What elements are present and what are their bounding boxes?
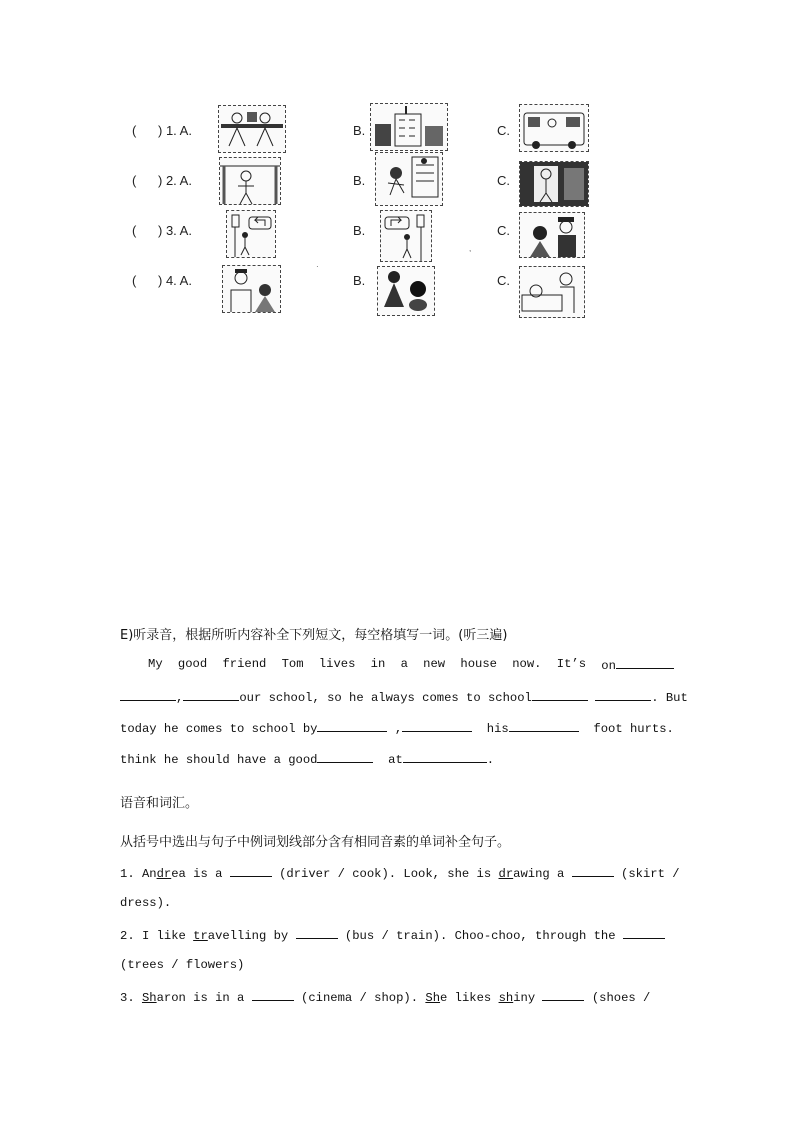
scan-speck: · [316, 262, 319, 271]
q1-picture-c [519, 104, 589, 152]
answer-blank-q2b[interactable] [623, 927, 665, 939]
passage-word: new [423, 657, 446, 671]
q4-option-c-label: C. [497, 273, 510, 288]
vocab-question-2-cont: (trees / flowers) [120, 958, 245, 972]
question-4-label: ( ) 4. A. [132, 273, 192, 288]
q3-option-c-label: C. [497, 223, 510, 238]
vocab-question-1: 1. Andrea is a (driver / cook). Look, she is drawing a (skirt / [120, 867, 680, 881]
question-3-label: ( ) 3. A. [132, 223, 192, 238]
q2-picture-a [219, 157, 281, 205]
passage-word: a [400, 657, 408, 671]
passage-line-4: think he should have a good at . [120, 753, 495, 767]
q4-picture-b [377, 266, 435, 316]
q3-picture-b [380, 210, 432, 262]
passage-line-2: , our school, so he always comes to school . But [120, 689, 688, 705]
q3-picture-c [519, 212, 585, 258]
passage-word: house [460, 657, 497, 671]
passage-word: It’s [556, 657, 587, 671]
passage-word: in [370, 657, 386, 671]
q3-picture-a [226, 210, 276, 258]
answer-blank-7[interactable] [402, 720, 472, 732]
section-e-heading: E)听录音，根据所听内容补全下列短文，每空格填写一词。(听三遍) [120, 628, 508, 643]
answer-blank-q2a[interactable] [296, 927, 338, 939]
passage-word: My [148, 657, 163, 671]
example-underline: tr [193, 929, 208, 943]
answer-blank-1[interactable] [616, 657, 674, 669]
answer-blank-3[interactable] [183, 689, 239, 701]
vocab-question-1-cont: dress). [120, 896, 172, 910]
answer-blank-4[interactable] [532, 689, 588, 701]
answer-blank-10[interactable] [403, 751, 487, 763]
answer-blank-q3a[interactable] [252, 989, 294, 1001]
answer-blank-9[interactable] [317, 751, 373, 763]
passage-word: lives [318, 657, 356, 671]
q3-option-b-label: B. [353, 223, 366, 238]
q4-option-b-label: B. [353, 273, 366, 288]
example-underline: dr [498, 867, 514, 881]
passage-word-with-blank: on [601, 657, 674, 673]
scan-speck: , [469, 244, 472, 253]
q2-option-b-label: B. [353, 173, 366, 188]
question-2-label: ( ) 2. A. [132, 173, 192, 188]
q1-picture-b [370, 103, 448, 151]
passage-line-1 [148, 657, 674, 673]
vocab-instruction: 从括号中选出与句子中例词划线部分含有相同音素的单词补全句子。 [120, 835, 511, 850]
answer-blank-8[interactable] [509, 720, 579, 732]
passage-word: friend [222, 657, 267, 671]
q4-picture-c [519, 266, 585, 318]
answer-blank-q1a[interactable] [230, 865, 272, 877]
vocab-heading: 语音和词汇。 [120, 796, 199, 811]
passage-line-3: today he comes to school by , his foot hurts. [120, 722, 674, 736]
answer-blank-q3b[interactable] [542, 989, 584, 1001]
q2-picture-c [519, 161, 589, 207]
answer-blank-2[interactable] [120, 689, 176, 701]
vocab-question-3: 3. Sharon is in a (cinema / shop). She likes shiny (shoes / [120, 991, 651, 1005]
example-underline: sh [498, 991, 514, 1005]
answer-blank-6[interactable] [317, 720, 387, 732]
example-underline: Sh [141, 991, 157, 1005]
q2-picture-b [375, 152, 443, 206]
example-underline: Sh [425, 991, 441, 1005]
example-underline: dr [156, 867, 172, 881]
q1-option-b-label: B. [353, 123, 366, 138]
answer-blank-q1b[interactable] [572, 865, 614, 877]
q2-option-c-label: C. [497, 173, 510, 188]
question-1-label: ( ) 1. A. [132, 123, 192, 138]
passage-word: good [177, 657, 208, 671]
q1-picture-a [218, 105, 286, 153]
passage-word: now. [512, 657, 542, 671]
q1-option-c-label: C. [497, 123, 510, 138]
vocab-question-2: 2. I like travelling by (bus / train). Choo-choo, through the [120, 927, 665, 943]
answer-blank-5[interactable] [595, 689, 651, 701]
passage-word: Tom [281, 657, 304, 671]
q4-picture-a [222, 265, 281, 313]
